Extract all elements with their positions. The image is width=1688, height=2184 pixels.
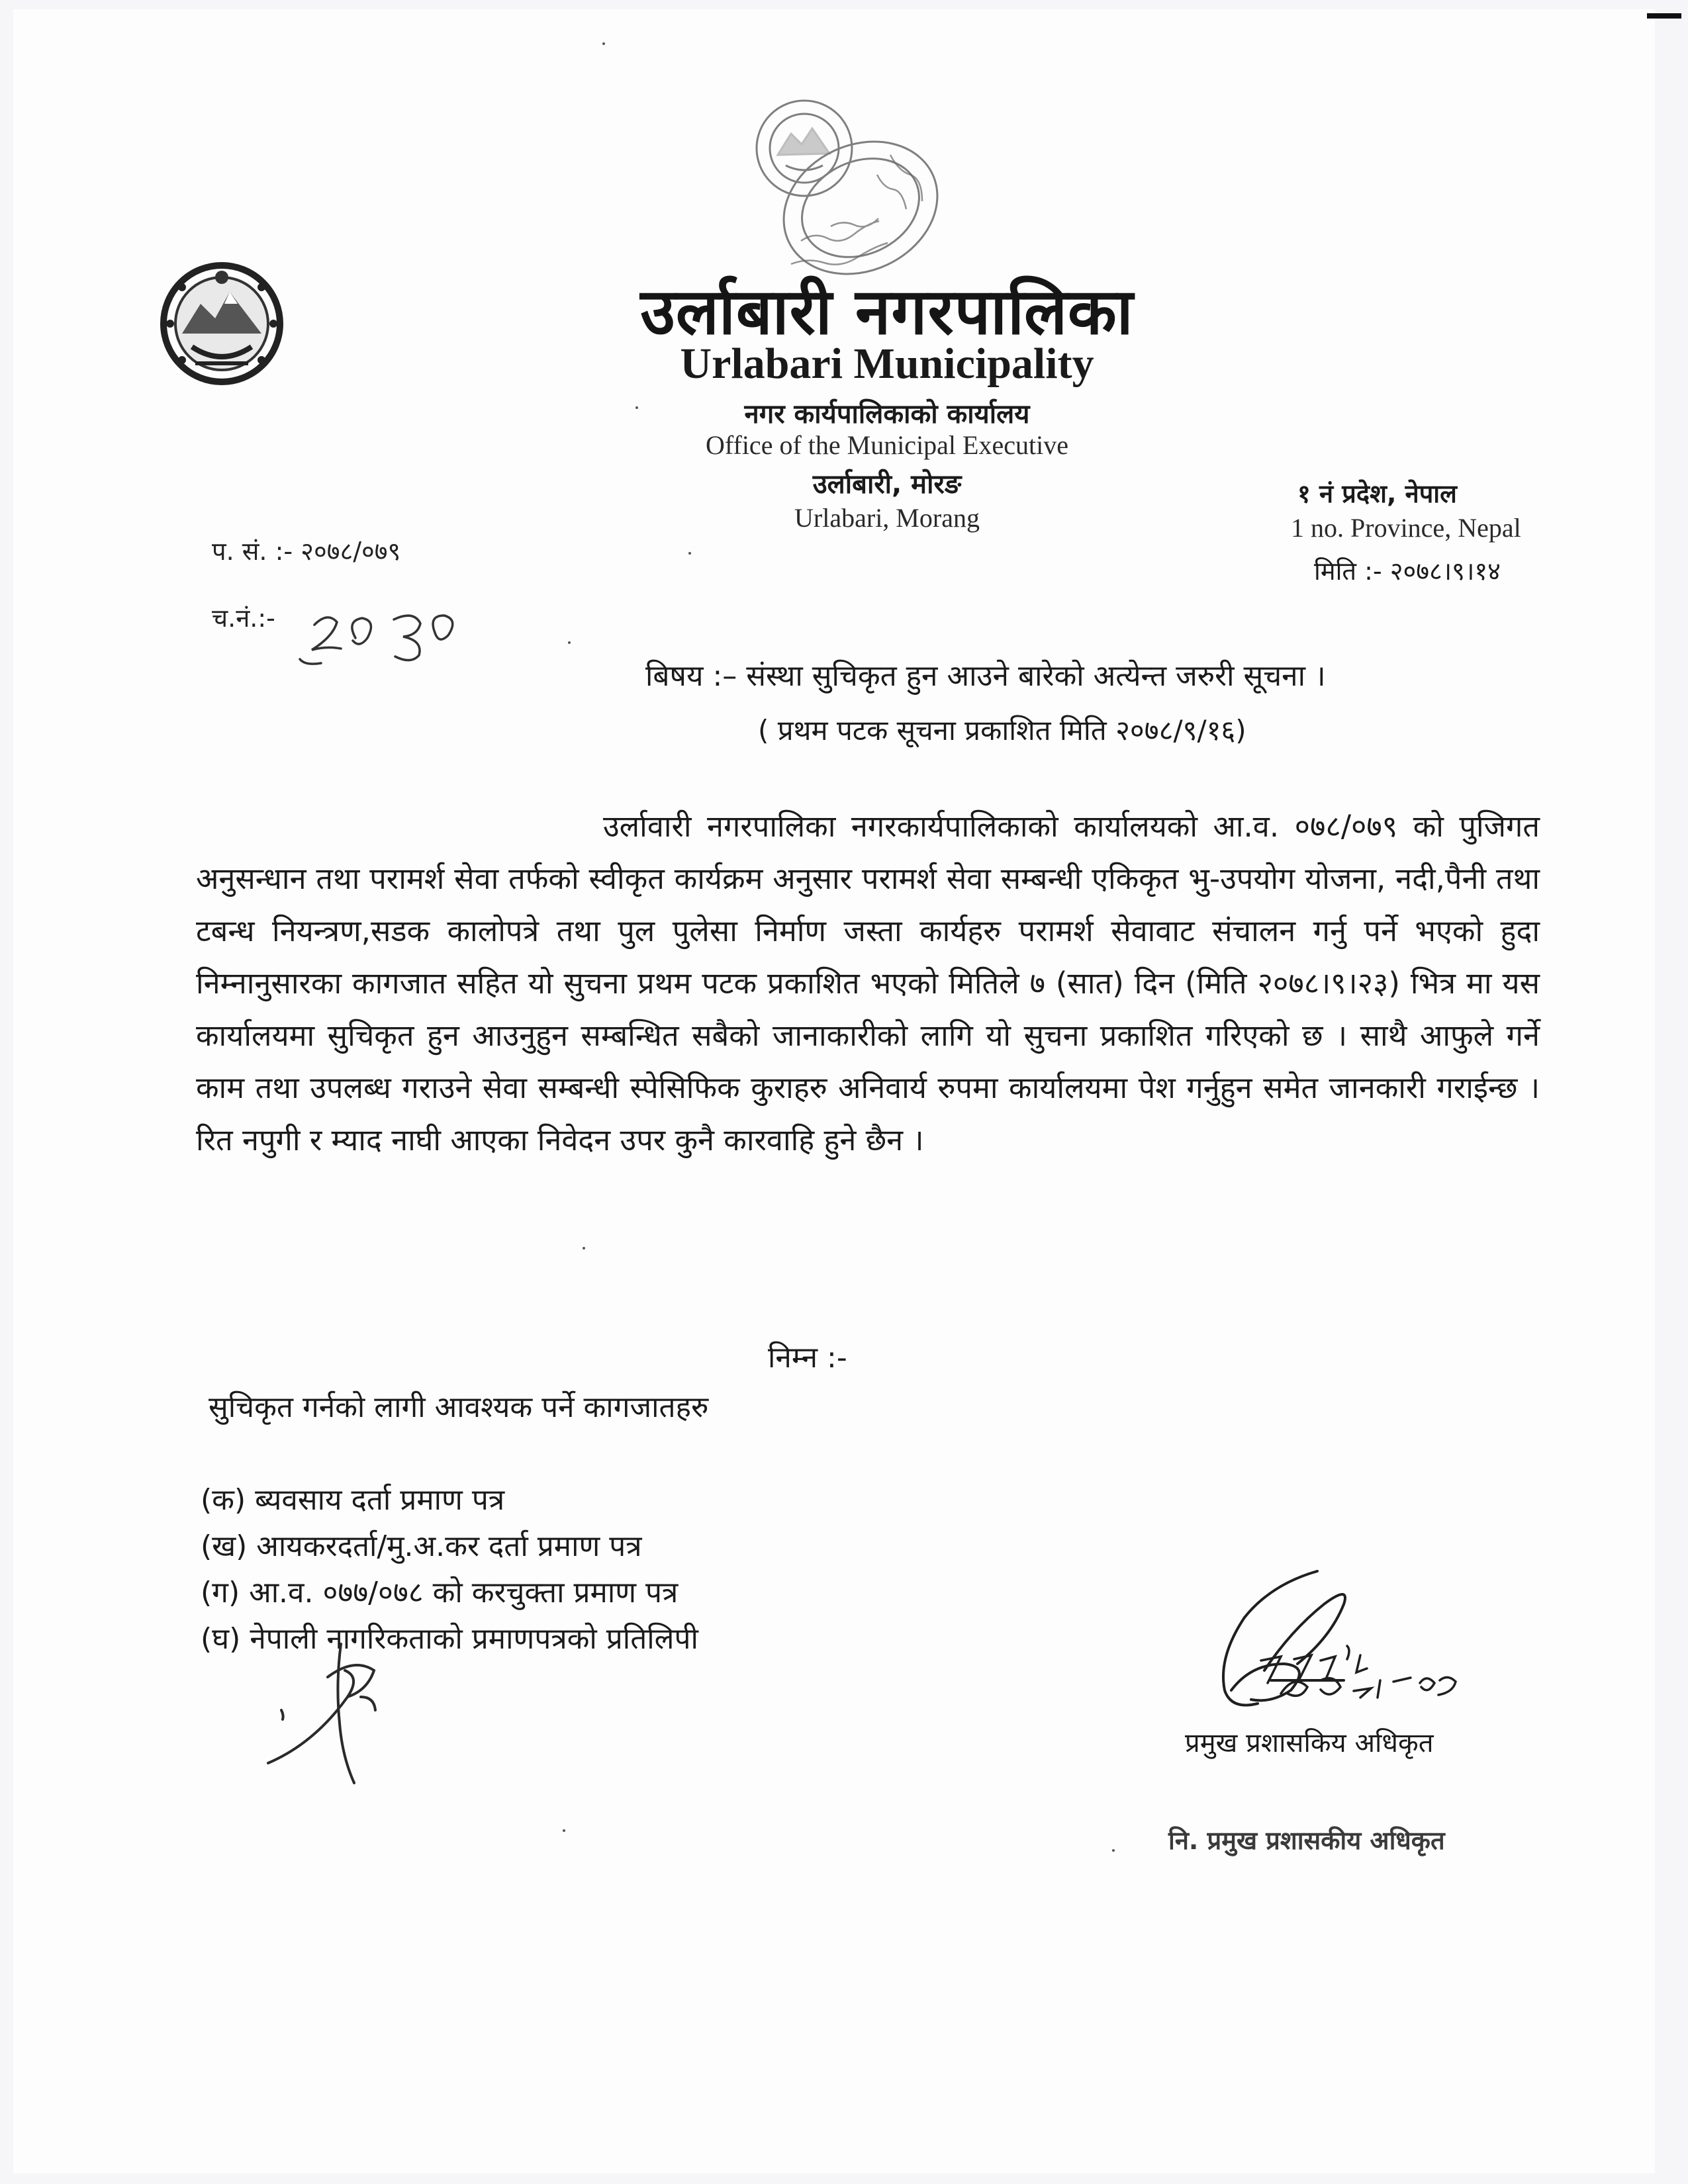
province-english: 1 no. Province, Nepal [1291,513,1521,543]
scan-speck [563,1829,565,1832]
dispatch-number-handwritten [295,598,467,671]
scan-speck [602,42,605,45]
required-documents-heading: सुचिकृत गर्नको लागी आवश्यक पर्ने कागजातहरु [209,1390,709,1424]
scan-speck [568,641,571,644]
initial-signature-left [261,1631,414,1790]
scan-edge-mark [1647,13,1681,19]
municipality-title-english: Urlabari Municipality [680,340,1094,388]
letter-date: मिति :- २०७८।९।१४ [1314,557,1501,586]
list-heading: निम्न :- [768,1341,847,1375]
office-name-nepali: नगर कार्यपालिकाको कार्यालय [744,399,1030,430]
place-nepali: उर्लाबारी, मोरङ [812,469,962,500]
signatory-designation: प्रमुख प्रशासकिय अधिकृत [1185,1728,1434,1758]
list-item: (घ) नेपाली नागरिकताको प्रमाणपत्रको प्रतिलिपी [201,1622,698,1656]
scan-speck [1112,1849,1115,1852]
scan-speck [635,406,638,409]
reference-number: प. सं. :- २०७८/०७९ [212,537,401,566]
dispatch-label: च.नं.:- [212,604,275,633]
notice-paragraph: उर्लावारी नगरपालिका नगरकार्यपालिकाको कार्यालयको आ.व. ०७८/०७९ को पुजिगत अनुसन्धान तथा परामर्श सेवा तर्फको स्वीकृत कार्यक्रम अनुसार परामर्श सेवा सम्बन्धी एकिकृत भु-उपयोग योजना, नदी,पैनी तथा टबन्ध नियन्त्रण,सडक कालोपत्रे तथा पुल पुलेसा निर्माण जस्ता कार्यहरु परामर्श सेवावाट संचालन गर्नु पर्ने भएको हुदा निम्नानुसारका कागजात सहित यो सुचना प्रथम पटक प्रकाशित भएको मितिले ७ (सात) दिन (मिति २०७८।९।२३) भित्र मा यस कार्यालयमा सुचिकृत हुन आउनुहुन सम्बन्धित सबैको जानाकारीको लागि यो सुचना प्रकाशित गरिएको छ । साथै आफुले गर्ने काम तथा उपलब्ध गराउने सेवा सम्बन्धी स्पेसिफिक कुराहरु अनिवार्य रुपमा कार्यालयमा पेश गर्नुहुन समेत जानकारी गराईन्छ । रित नपुगी र म्याद नाघी आएका निवेदन उपर कुनै कारवाहि हुने छैन । [196,809,1540,1158]
list-item: (ग) आ.व. ०७७/०७८ को करचुक्ता प्रमाण पत्र [201,1576,679,1610]
province-nepali: १ नं प्रदेश, नेपाल [1297,479,1457,508]
list-item: (क) ब्यवसाय दर्ता प्रमाण पत्र [201,1483,505,1517]
scan-speck [688,552,691,555]
place-english: Urlabari, Morang [794,503,980,533]
signatory-stamp-designation: नि. प्रमुख प्रशासकीय अधिकृत [1168,1826,1445,1855]
list-item: (ख) आयकरदर्ता/मु.अ.कर दर्ता प्रमाण पत्र [201,1529,642,1563]
scan-speck [583,1247,585,1250]
document-page [13,9,1655,2173]
office-name-english: Office of the Municipal Executive [706,430,1068,460]
subject-line: बिषय :– संस्था सुचिकृत हुन आउने बारेको अत्येन्त जरुरी सूचना । [645,659,1326,693]
first-publication-date: ( प्रथम पटक सूचना प्रकाशित मिति २०७८/९/१६) [758,714,1246,747]
signature-date-handwritten [1241,1641,1479,1700]
municipality-title-nepali: उर्लाबारी नगरपालिका [640,275,1134,349]
office-stamp [725,75,950,287]
notice-body [196,800,1540,1166]
nepal-emblem-logo [156,257,288,390]
